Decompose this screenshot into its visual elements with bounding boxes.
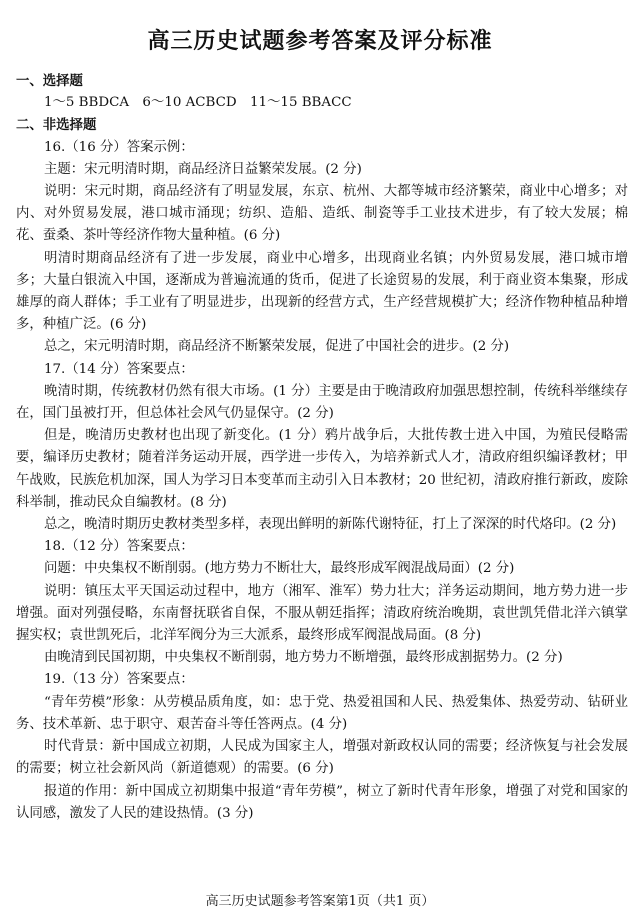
answer-paragraph: 19.（13 分）答案要点：: [44, 672, 194, 688]
answer-paragraph: 总之，宋元明清时期，商品经济不断繁荣发展，促进了中国社会的进步。(2 分): [44, 339, 510, 355]
answer-paragraph: 16.（16 分）答案示例：: [44, 139, 194, 155]
answer-paragraph: 时代背景：新中国成立初期，人民成为国家主人，增强对新政权认同的需要；经济恢复与社会发展的需要；树立社会新风尚（新道德观）的需要。(6 分): [16, 739, 628, 777]
answer-paragraph: 17.（14 分）答案要点：: [44, 361, 194, 377]
answer-paragraph: 总之，晚清时期历史教材类型多样，表现出鲜明的新陈代谢特征，打上了深深的时代烙印。(2 分): [44, 517, 617, 533]
answer-paragraph: 主题：宋元明清时期，商品经济日益繁荣发展。(2 分): [44, 161, 362, 177]
answer-paragraph: 明清时期商品经济有了进一步发展，商业中心增多，出现商业名镇；内外贸易发展，港口城市增多；大量白银流入中国，逐渐成为普遍流通的货币，促进了长途贸易的发展，利于商业资本集聚，形成雄厚的商人群体；手工业有了明显进步，出现新的经营方式，生产经营规模扩大；经济作物种植品种增多，种植广泛。(6 分): [16, 250, 628, 333]
page-footer: 高三历史试题参考答案第1页（共1 页）: [205, 894, 435, 909]
answer-paragraph: 晚清时期，传统教材仍然有很大市场。(1 分）主要是由于晚清政府加强思想控制，传统科举继续存在，国门虽被打开，但总体社会风气仍显保守。(2 分): [16, 383, 628, 422]
answer-paragraph: 说明：镇压太平天国运动过程中，地方（湘军、淮军）势力壮大；洋务运动期间，地方势力进一步增强。面对列强侵略，东南督抚联省自保，不服从朝廷指挥；清政府统治晚期，袁世凯凭借北洋六镇掌握实权；袁世凯死后，北洋军阀分为三大派系，最终形成军阀混战局面。(8 分): [16, 583, 628, 644]
section-heading-choice: 一、选择题: [16, 73, 83, 89]
answer-paragraph: 报道的作用：新中国成立初期集中报道“青年劳模”，树立了新时代青年形象，增强了对党和国家的认同感，激发了人民的建设热情。(3 分): [16, 783, 628, 821]
answer-paragraph: 由晚清到民国初期，中央集权不断削弱，地方势力不断增强，最终形成割据势力。(2 分): [44, 650, 563, 666]
answer-paragraph: “青年劳模”形象：从劳模品质角度，如：忠于党、热爱祖国和人民、热爱集体、热爱劳动、钻研业务、技术革新、忠于职守、艰苦奋斗等任答两点。(4 分): [16, 694, 628, 732]
section-heading-nonchoice: 二、非选择题: [16, 117, 97, 134]
answer-content: [16, 70, 628, 825]
choice-answers: 1～5 BBDCA 6～10 ACBCD 11～15 BBACC: [44, 95, 352, 111]
document-title: 高三历史试题参考答案及评分标准: [147, 28, 493, 54]
answer-paragraph: 18.（12 分）答案要点：: [44, 539, 194, 555]
answer-paragraph: 问题：中央集权不断削弱。(地方势力不断壮大，最终形成军阀混战局面）(2 分): [44, 561, 515, 577]
answer-paragraph: 但是，晚清历史教材也出现了新变化。(1 分）鸦片战争后，大批传教士进入中国，为殖民侵略需要，编译历史教材；随着洋务运动开展，西学进一步传入，为培养新式人才，清政府组织编译教材；甲午战败，民族危机加深，国人为学习日本变革而主动引入日本教材；20 世纪初，清政府推行新政，废除科举制，推动民众自编教材。(8 分): [16, 428, 628, 510]
answer-paragraph: 说明：宋元时期，商品经济有了明显发展，东京、杭州、大都等城市经济繁荣，商业中心增多；对内、对外贸易发展，港口城市涌现；纺织、造船、造纸、制瓷等手工业技术进步，有了较大发展；棉花、蚕桑、茶叶等经济作物大量种植。(6 分): [16, 184, 628, 244]
answer-paragraphs: [16, 137, 628, 825]
